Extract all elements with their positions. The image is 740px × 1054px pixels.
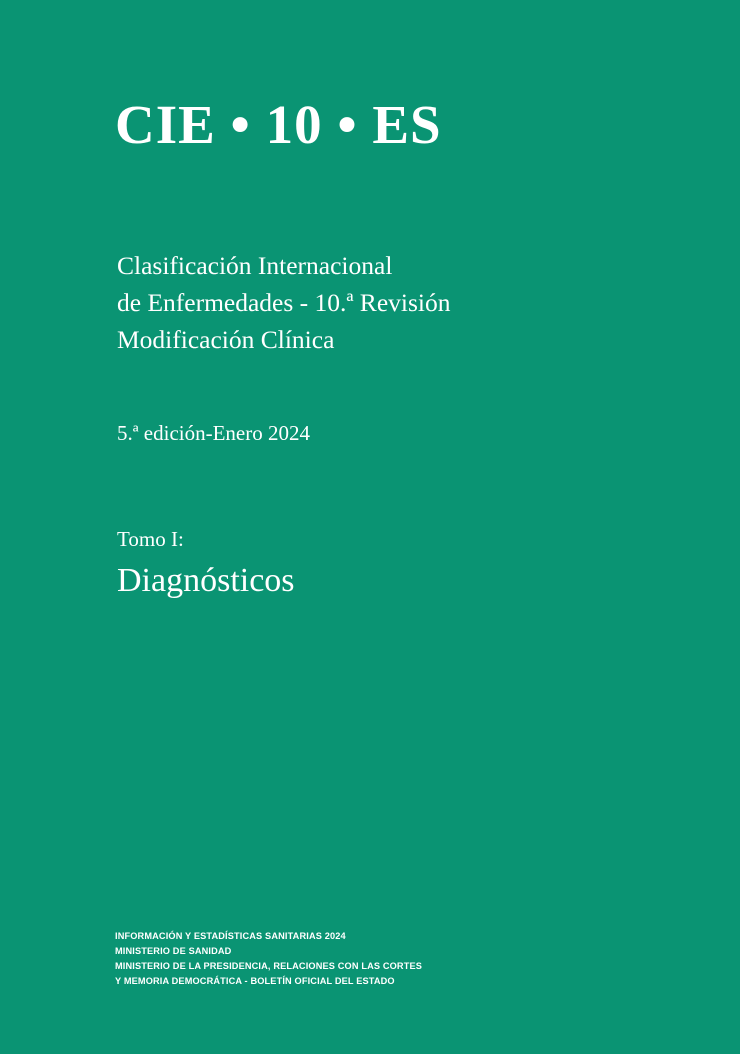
footer-block <box>115 929 422 989</box>
footer-line-ministry-presidency: MINISTERIO DE LA PRESIDENCIA, RELACIONES CON LAS CORTES <box>115 960 423 971</box>
edition-label: 5.ª edición-Enero 2024 <box>117 421 310 445</box>
subtitle-line-1: Clasificación Internacional <box>117 251 393 280</box>
footer-line-ministry-health: MINISTERIO DE SANIDAD <box>115 945 232 956</box>
page-title: CIE • 10 • ES <box>115 94 442 155</box>
footer-line-boe: Y MEMORIA DEMOCRÁTICA - BOLETÍN OFICIAL DEL ESTADO <box>115 975 395 986</box>
tome-title: Diagnósticos <box>117 562 295 599</box>
footer-line-publication: INFORMACIÓN Y ESTADÍSTICAS SANITARIAS 2024 <box>115 931 346 941</box>
subtitle-line-3: Modificación Clínica <box>117 324 335 354</box>
tome-label: Tomo I: <box>117 527 184 551</box>
subtitle-block <box>117 248 450 359</box>
subtitle-line-2: de Enfermedades - 10.ª Revisión <box>117 287 451 317</box>
